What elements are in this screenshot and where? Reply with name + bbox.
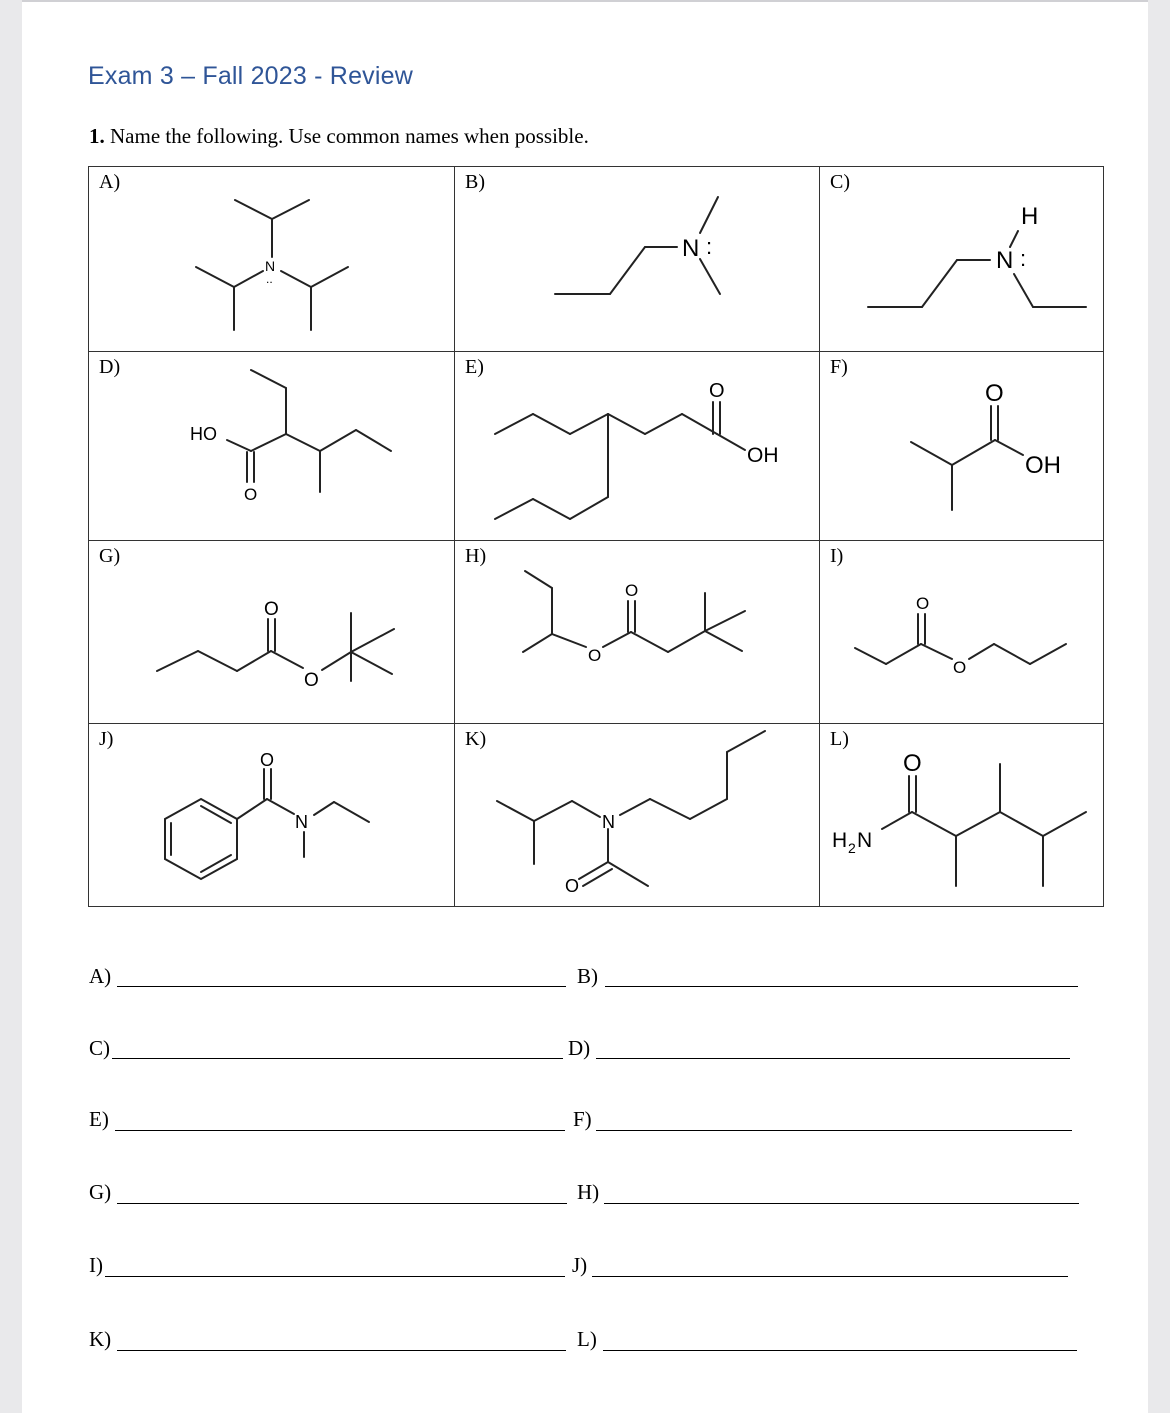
answer-label-f: F) (573, 1107, 592, 1131)
answer-line-i[interactable] (105, 1276, 565, 1277)
structure-c-drawing (820, 167, 1104, 352)
structure-i-atom-o2: O (953, 658, 967, 677)
answer-line-e[interactable] (115, 1130, 565, 1131)
structure-l-atom-n: N (857, 829, 873, 852)
structure-j-drawing (89, 724, 455, 907)
answer-label-d: D) (568, 1036, 591, 1060)
answer-line-d[interactable] (596, 1058, 1070, 1059)
structure-label-k: K) (465, 728, 487, 750)
structure-cell-c (820, 167, 1104, 352)
structure-l-atom-h: H (832, 829, 848, 852)
answer-label-g: G) (89, 1180, 112, 1204)
answer-label-i: I) (89, 1253, 103, 1277)
structure-cell-h (455, 541, 820, 724)
structure-f-atom-o: O (985, 380, 1004, 407)
structure-c-atom-n: N (996, 247, 1014, 274)
answer-label-a: A) (89, 964, 112, 988)
answer-label-h: H) (577, 1180, 600, 1204)
structure-g-atom-o1: O (264, 599, 279, 620)
answer-line-h[interactable] (604, 1203, 1079, 1204)
structure-label-a: A) (99, 171, 121, 193)
structure-f-drawing (820, 352, 1104, 541)
structure-label-e: E) (465, 356, 484, 378)
answer-label-l: L) (577, 1327, 597, 1351)
structure-cell-d (89, 352, 455, 541)
structure-d-drawing (89, 352, 455, 541)
answer-label-k: K) (89, 1327, 112, 1351)
structure-b-drawing (455, 167, 820, 352)
structure-k-atom-o: O (565, 876, 580, 896)
answer-line-k[interactable] (117, 1350, 566, 1351)
structure-label-f: F) (830, 356, 848, 378)
structure-f-atom-oh: OH (1025, 452, 1061, 479)
structure-c-lone-pair: : (1020, 246, 1027, 271)
structure-cell-b (455, 167, 820, 352)
question-prompt (89, 124, 589, 149)
structure-k-atom-n: N (602, 812, 615, 832)
structure-h-atom-o1: O (625, 581, 639, 600)
structure-e-drawing (455, 352, 820, 541)
structure-a-atom-n: N (265, 258, 276, 274)
structure-l-atom-sub: 2 (848, 840, 856, 856)
structure-d-atom-ho: HO (190, 424, 217, 444)
answer-label-b: B) (577, 964, 598, 988)
structure-b-lone-pair: : (706, 234, 713, 259)
answer-line-c[interactable] (112, 1058, 563, 1059)
question-number: 1. (89, 124, 105, 148)
answer-label-e: E) (89, 1107, 109, 1131)
structures-table (88, 166, 1104, 907)
structure-g-drawing (89, 541, 455, 724)
answer-label-j: J) (572, 1253, 588, 1277)
answer-line-l[interactable] (603, 1350, 1077, 1351)
structure-cell-e (455, 352, 820, 541)
page-title: Exam 3 – Fall 2023 - Review (88, 62, 413, 90)
structure-h-atom-o2: O (588, 646, 602, 665)
structure-label-l: L) (830, 728, 849, 750)
structure-j-atom-o: O (260, 750, 275, 770)
structure-label-h: H) (465, 545, 487, 567)
question-text: Name the following. Use common names when possible. (110, 124, 589, 148)
answer-label-c: C) (89, 1036, 110, 1060)
structure-label-b: B) (465, 171, 485, 193)
structure-cell-j (89, 724, 455, 907)
structure-i-drawing (820, 541, 1104, 724)
structure-a-lone-pair: .. (266, 272, 273, 286)
structure-l-atom-o: O (903, 750, 922, 777)
structure-cell-a (89, 167, 455, 352)
structure-g-atom-o2: O (304, 670, 319, 691)
answer-line-j[interactable] (592, 1276, 1068, 1277)
structure-c-atom-h: H (1021, 203, 1039, 230)
structure-label-i: I) (830, 545, 844, 567)
structure-cell-g (89, 541, 455, 724)
structure-k-drawing (455, 724, 820, 907)
structure-cell-l (820, 724, 1104, 907)
structure-a-drawing (89, 167, 455, 352)
structure-cell-f (820, 352, 1104, 541)
structure-i-atom-o1: O (916, 594, 930, 613)
structure-label-d: D) (99, 356, 121, 378)
structure-e-atom-oh: OH (747, 444, 779, 467)
structure-h-drawing (455, 541, 820, 724)
structure-j-atom-n: N (295, 812, 308, 832)
structure-cell-i (820, 541, 1104, 724)
answer-line-g[interactable] (117, 1203, 567, 1204)
structure-label-g: G) (99, 545, 121, 567)
structure-label-j: J) (99, 728, 114, 750)
answer-line-a[interactable] (117, 986, 566, 987)
structure-d-atom-o: O (244, 485, 258, 504)
answer-line-b[interactable] (605, 986, 1078, 987)
structure-label-c: C) (830, 171, 850, 193)
structure-e-atom-o: O (709, 380, 725, 402)
answer-line-f[interactable] (596, 1130, 1072, 1131)
structure-b-atom-n: N (682, 235, 700, 262)
structure-cell-k (455, 724, 820, 907)
structure-l-drawing (820, 724, 1104, 907)
